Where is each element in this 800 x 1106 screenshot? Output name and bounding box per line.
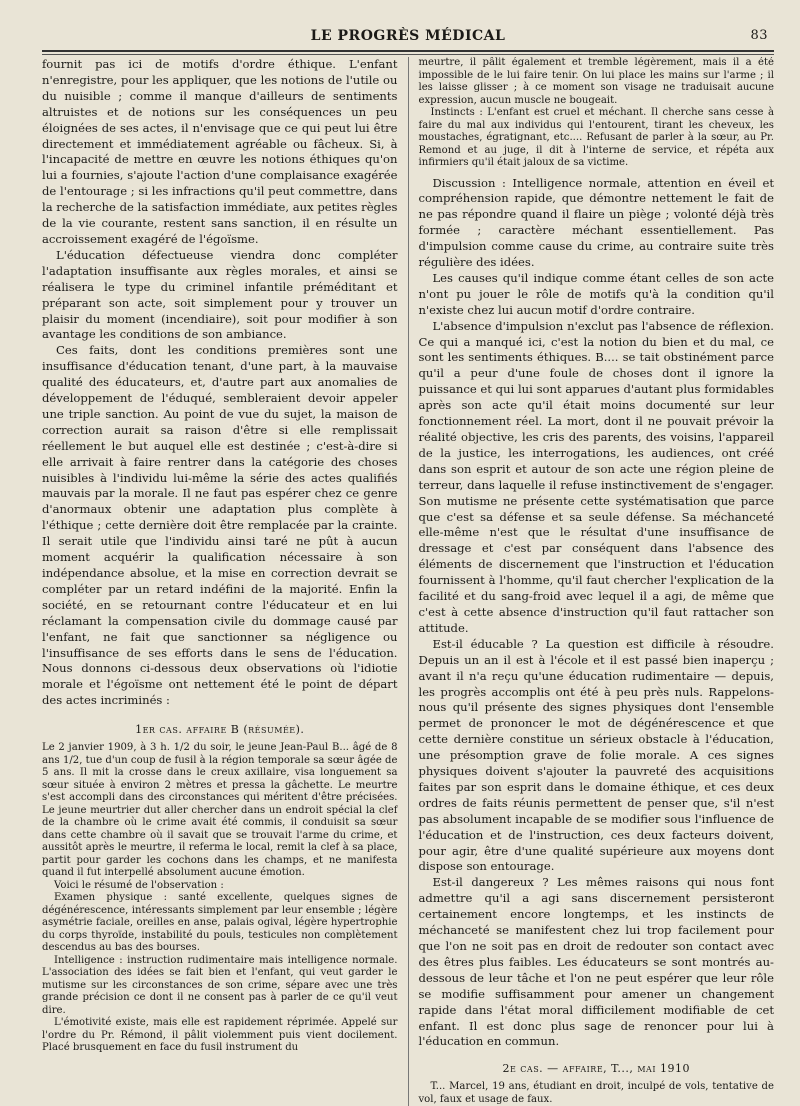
- paragraph: Examen physique : santé excellente, quelques signes de dégénérescence, intéressants simplement par leur ensemble ; légère asymétrie faciale, oreilles en anse, palais ogival, légère hypertrophie du corps thyroïde, instabilité du pouls, testicules non complètement descendus au bas des bourses.: [42, 892, 398, 954]
- paragraph: L'émotivité existe, mais elle est rapidement réprimée. Appelé sur l'ordre du Pr. Rémond, il pâlit violemment puis vient docilement. Placé brusquement en face du fusil instrument du: [42, 1017, 398, 1054]
- paragraph: fournit pas ici de motifs d'ordre éthique. L'enfant n'enregistre, pour les appliquer, que les notions de l'utile ou du nuisible ; comme il manque d'ailleurs de sentiments altruistes et de notions sur les conséquences un peu éloignées de ses actes, il n'envisage que ce qui peut lui être directement et immédiatement agréable ou fâcheux. Si, à l'incapacité de mettre en œuvre les notions éthiques qu'on lui a fournies, s'ajoute l'action d'une complaisance exagérée de l'entourage ; si les infractions qu'il peut commettre, dans la recherche de la satisfaction immédiate, aux petites règles de la vie courante, restent sans sanction, il en résulte un accroissement exagéré de l'égoïsme.: [42, 57, 398, 246]
- running-header: [42, 28, 774, 48]
- journal-title: LE PROGRÈS MÉDICAL: [310, 28, 506, 44]
- left-column: [42, 57, 398, 1106]
- paragraph: L'éducation défectueuse viendra donc compléter l'adaptation insuffisante aux règles morales, et ainsi se réalisera le type du criminel infantile préméditant et préparant son acte, soit simplement pour y trouver un plaisir du moment (incendiaire), soit pour modifier à son avantage les conditions de son ambiance.: [42, 247, 398, 342]
- column-divider: [408, 57, 409, 1106]
- paragraph: Discussion : Intelligence normale, attention en éveil et compréhension rapide, que démontre nettement le fait de ne pas répondre quand il flaire un piège ; volonté déjà très formée ; caractère méchant essentiellement. Pas d'impulsion comme cause du crime, au contraire suite très régulière des idées.: [418, 175, 774, 270]
- paragraph: Est-il éducable ? La question est difficile à résoudre. Depuis un an il est à l'école et il est passé bien inaperçu ; avant il n'a reçu qu'une éducation rudimentaire — depuis, les progrès accomplis ont été à peu près nuls. Rappelons-nous qu'il présente des signes physiques dont l'ensemble permet de prononcer le mot de dégénérescence et que cette dernière constitue un sérieux obstacle à l'éducation, une présomption grave de folie morale. A ces signes physiques doivent s'ajouter la pauvreté des acquisitions faites par son esprit dans le domaine éthique, et ces deux ordres de faits réunis permettent de penser que, s'il n'est pas absolument incapable de se modifier sous l'influence de l'éducation et de l'instruction, ces deux facteurs doivent, pour agir, être d'une qualité supérieure aux moyens dont dispose son entourage.: [418, 636, 774, 874]
- paragraph: Intelligence : instruction rudimentaire mais intelligence normale. L'association des idées se fait bien et l'enfant, qui veut garder le mutisme sur les circonstances de son crime, sépare avec une très grande précision ce dont il ne consent pas à parler de ce qu'il veut dire.: [42, 954, 398, 1016]
- header-rule: [42, 50, 774, 52]
- two-column-body: [42, 57, 774, 1106]
- case1-heading: 1er cas. affaire B (résumée).: [135, 723, 305, 737]
- paragraph: Voici le résumé de l'observation :: [54, 879, 224, 891]
- case2-section: [418, 1081, 774, 1106]
- paragraph: meurtre, il pâlit également et tremble légèrement, mais il a été impossible de le lui faire tenir. On lui place les mains sur l'arme ; il les laisse glisser ; à ce moment son visage ne traduisait aucune expression, aucun muscle ne bougeait.: [418, 57, 774, 106]
- paragraph: T... Marcel, 19 ans, étudiant en droit, inculpé de vols, tentative de vol, faux et usage de faux.: [418, 1081, 774, 1105]
- case2-heading: 2e cas. — affaire, T..., mai 1910: [502, 1062, 690, 1076]
- paragraph: Le 2 janvier 1909, à 3 h. 1/2 du soir, le jeune Jean-Paul B... âgé de 8 ans 1/2, tue d'un coup de fusil à la région temporale sa sœur âgée de 5 ans. Il mit la crosse dans le creux axillaire, visa longuement sa sœur située à environ 2 mètres et pressa la gâchette. Le meurtre s'est accompli dans des circonstances qui méritent d'être précisées. Le jeune meurtrier dut aller chercher dans un endroit spécial la clef de la chambre où le crime avait été commis, il conduisit sa sœur dans cette chambre où il savait que se trouvait l'arme du crime, et aussitôt après le meurtre, il referma le local, remit la clef à sa place, partit pour garder les cochons dans les champs, et ne manifesta quand il fut interpellé absolument aucune émotion.: [42, 742, 398, 879]
- paragraph: L'absence d'impulsion n'exclut pas l'absence de réflexion. Ce qui a manqué ici, c'est la notion du bien et du mal, ce sont les sentiments éthiques. B.... se tait obstinément parce qu'il a peur d'une foule de choses dont il ignore la puissance et qui lui sont apparues d'autant plus formidables après son acte qu'il était moins documenté sur leur fonctionnement réel. La mort, dont il ne pouvait prévoir la réalité objective, les cris des parents, des voisins, l'appareil de la justice, les interrogations, les audiences, ont créé dans son esprit et autour de son acte une région pleine de terreur, dans laquelle il refuse instinctivement de s'engager. Son mutisme ne présente cette systématisation que parce que c'est sa défense et sa seule défense. Sa méchanceté elle-même n'est que le résultat d'une insuffisance de dressage et c'est par conséquent dans l'absence des éléments de discernement que l'instruction et l'éducation fournissent à l'homme, qu'il faut chercher l'explication de la facilité et du sang-froid avec lequel il a agi, de même que c'est à cette absence d'instruction qu'il faut rattacher son attitude.: [418, 318, 774, 635]
- paragraph: Les causes qu'il indique comme étant celles de son acte n'ont pu jouer le rôle de motifs qu'à la condition qu'il n'existe chez lui aucun motif d'ordre contraire.: [418, 270, 774, 317]
- case1-observation: [42, 742, 398, 1055]
- right-column: [418, 57, 774, 1106]
- header-rule-thin: [42, 54, 774, 55]
- paragraph: Est-il dangereux ? Les mêmes raisons qui nous font admettre qu'il a agi sans discernement persisteront certainement encore longtemps, et les instincts de méchanceté se manifestent chez lui trop facilement pour que l'on ne soit pas en droit de redouter son contact avec des êtres plus faibles. Les éducateurs se sont montrés au-dessous de leur tâche et l'on ne peut espérer que leur rôle se modifie suffisamment pour amener un changement rapide dans l'état moral difficilement modifiable de cet enfant. Il est donc plus sage de renoncer pour lui à l'éducation en commun.: [418, 875, 774, 1049]
- intro-section: [42, 57, 398, 709]
- case1-observation-continued: [418, 57, 774, 170]
- page-number: 83: [750, 28, 768, 43]
- paragraph: Instincts : L'enfant est cruel et méchant. Il cherche sans cesse à faire du mal aux individus qui l'entourent, tirant les cheveux, les moustaches, égratignant, etc.... Refusant de parler à la sœur, au Pr. Remond et au juge, il dit à l'interne de service, et répéta aux infirmiers qu'il était jaloux de sa victime.: [418, 107, 774, 168]
- discussion-section: [418, 176, 774, 1051]
- paragraph: Ces faits, dont les conditions premières sont une insuffisance d'éducation tenant, d'une part, à la mauvaise qualité des éducateurs, et, d'autre part aux anomalies de développement de l'éduqué, sembleraient devoir appeler une triple sanction. Au point de vue du sujet, la maison de correction aurait sa raison d'être si elle remplissait réellement le but auquel elle est destinée ; c'est-à-dire si elle arrivait à faire rentrer dans la catégorie des choses nuisibles à l'individu lui-même la série des actes qualifiés mauvais par la morale. Il ne faut pas espérer chez ce genre d'anormaux obtenir une adaptation plus complète à l'éthique ; cette dernière doit être remplacée par la crainte. Il serait utile que l'individu ainsi taré ne pût à aucun moment acquérir la qualification nécessaire à son indépendance absolue, et la mise en correction devrait se compléter par un retard indéfini de la majorité. Enfin la société, en se retournant contre l'éducateur et en lui réclamant la compensation civile du dommage causé par l'enfant, ne fait que sanctionner sa négligence ou l'insuffisance de ses efforts dans le sens de l'éducation. Nous donnons ci-dessous deux observations où l'idiotie morale et l'égoïsme ont nettement été le point de départ des actes incriminés :: [42, 343, 398, 708]
